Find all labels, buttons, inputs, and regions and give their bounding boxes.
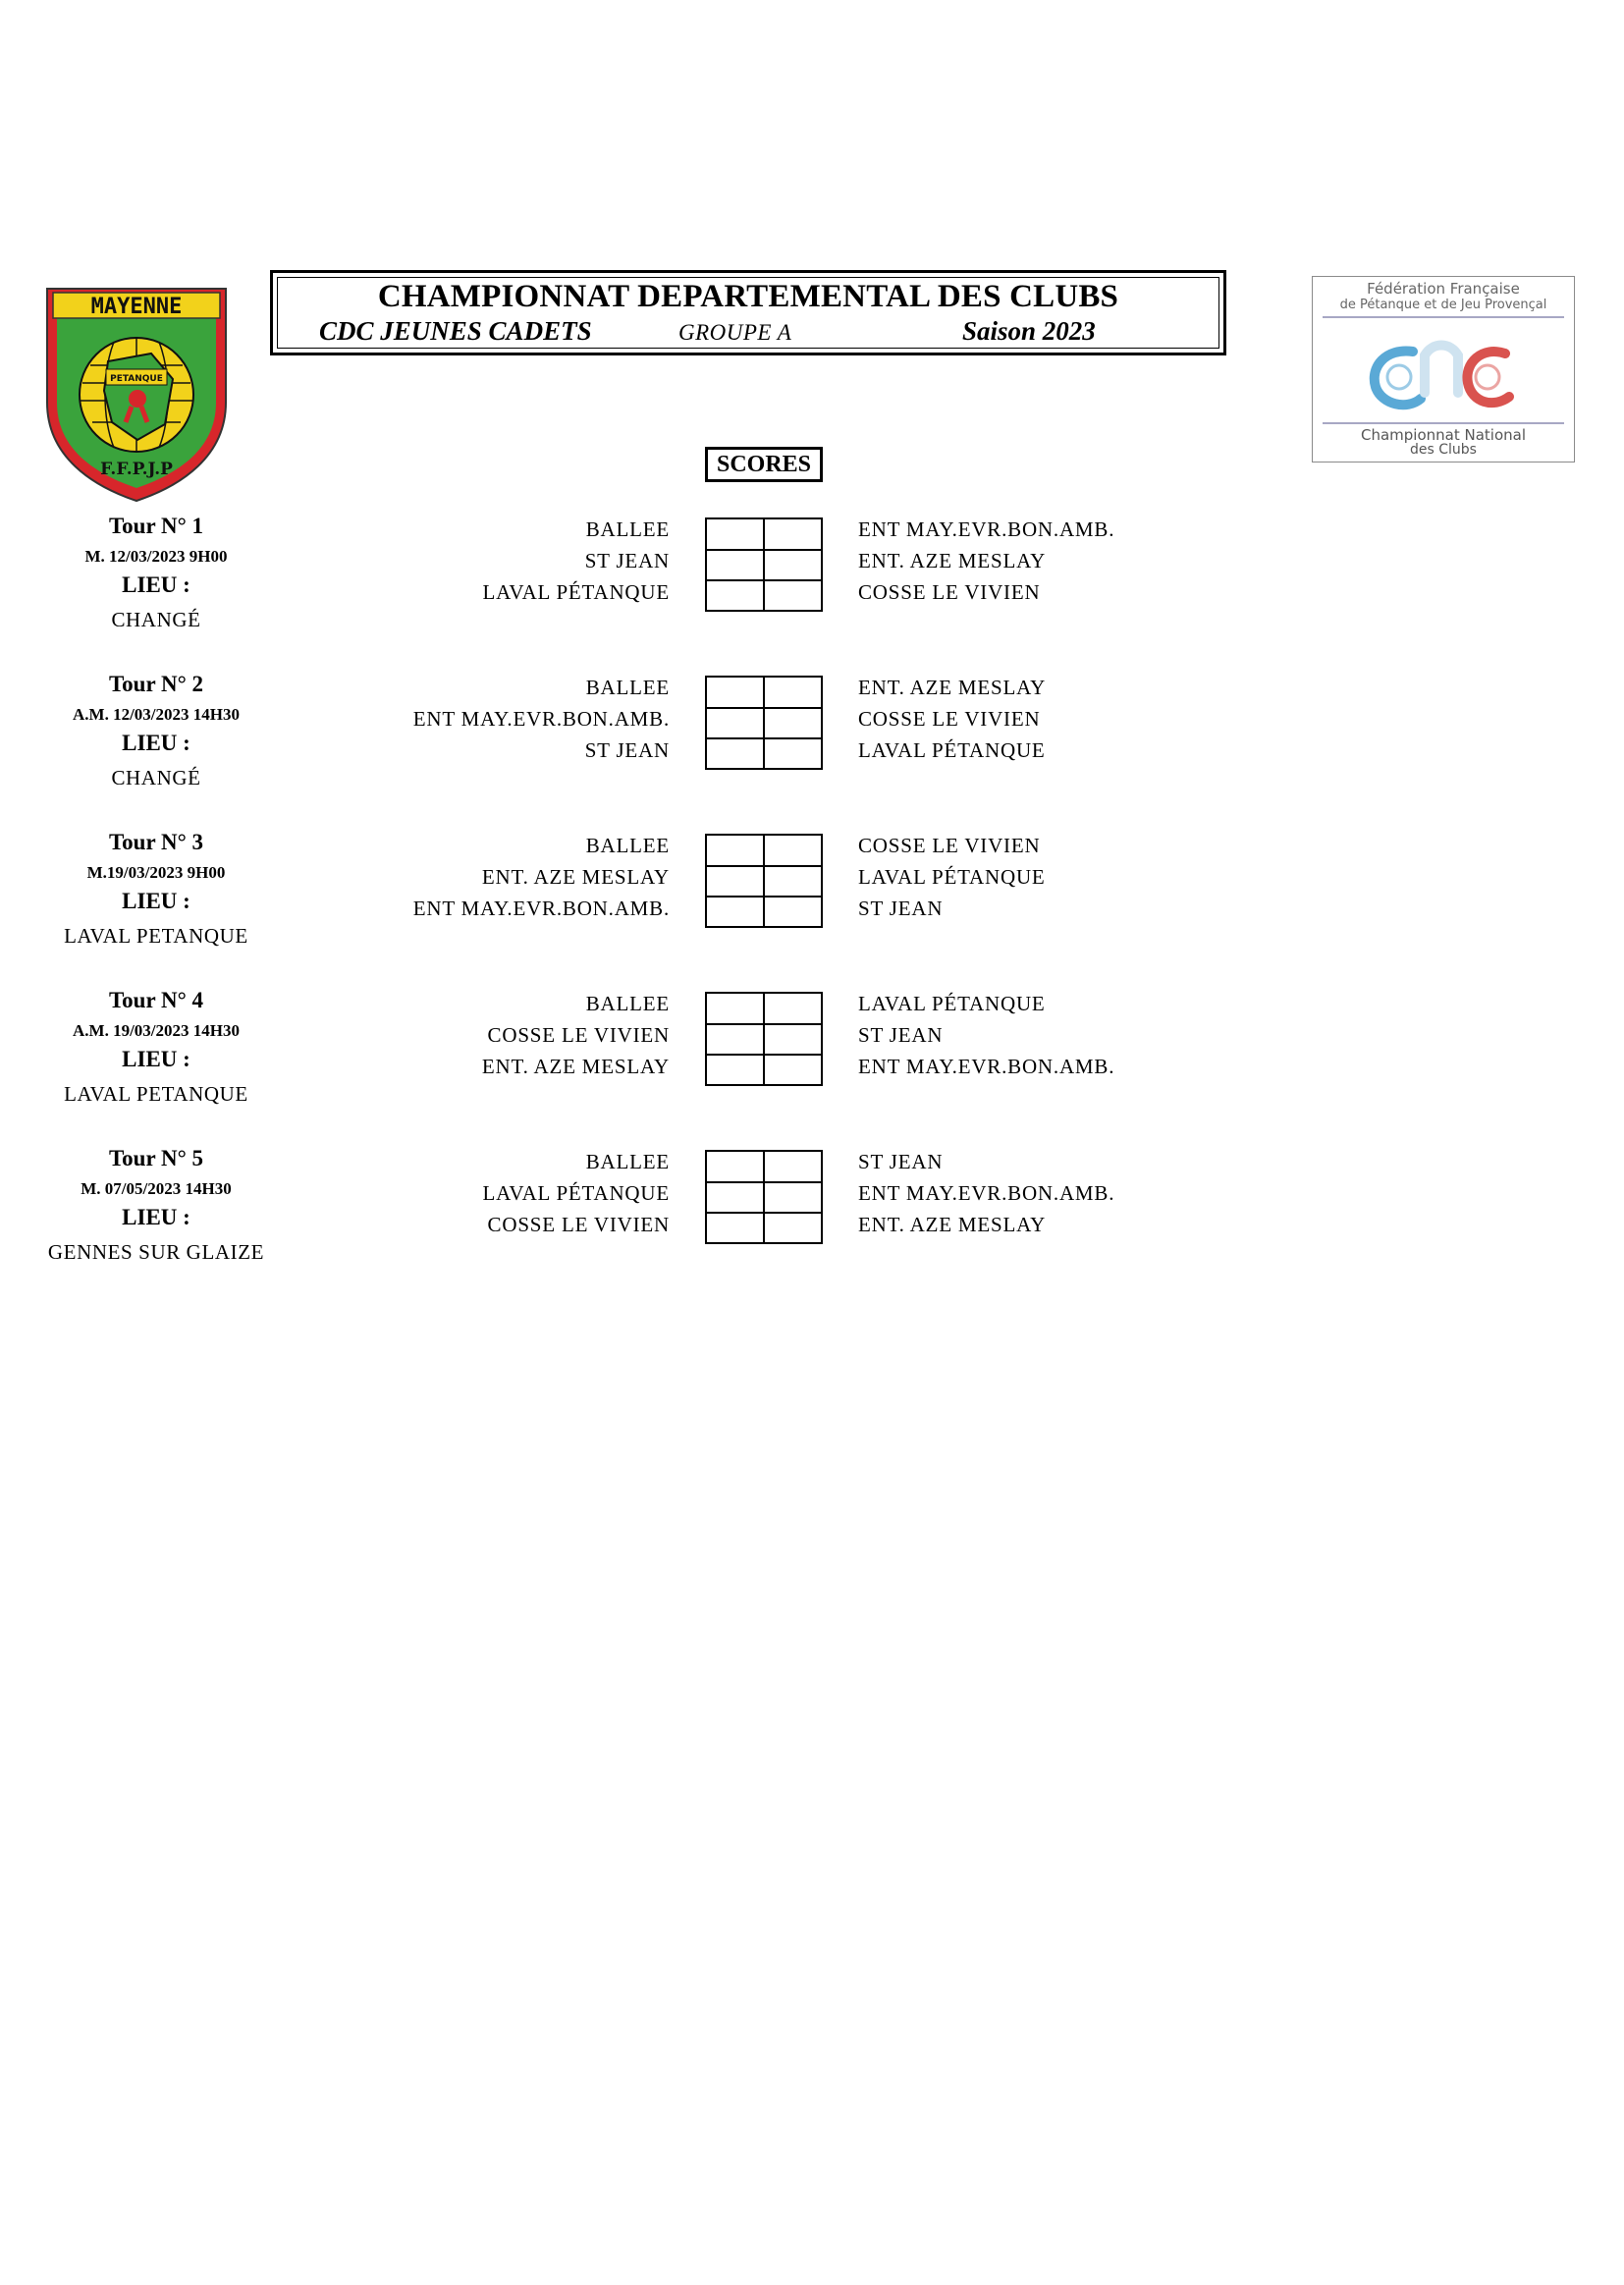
away-team: ENT MAY.EVR.BON.AMB. <box>858 1181 1115 1205</box>
score-grid-divider <box>763 678 765 768</box>
round-lieu-label: LIEU : <box>122 731 190 755</box>
ffpjp-cnc-logo <box>1312 276 1575 462</box>
mayenne-logo <box>43 285 230 503</box>
away-team: ENT. AZE MESLAY <box>858 549 1047 572</box>
round-place: GENNES SUR GLAIZE <box>47 1240 265 1264</box>
away-team: ENT. AZE MESLAY <box>858 676 1047 699</box>
home-team: BALLEE <box>585 992 670 1015</box>
round-title: Tour N° 2 <box>108 672 204 696</box>
round-4 <box>0 988 1624 1125</box>
logo-divider-bottom <box>1323 422 1564 424</box>
round-title: Tour N° 3 <box>108 830 204 854</box>
home-team: ENT MAY.EVR.BON.AMB. <box>412 897 670 920</box>
logo-badge-text: PETANQUE <box>110 374 163 384</box>
cnc-mark-icon <box>1356 322 1533 420</box>
score-grid-divider <box>707 896 821 898</box>
home-team: LAVAL PÉTANQUE <box>482 580 670 604</box>
score-grid-divider <box>707 865 821 867</box>
score-grid-divider <box>763 994 765 1084</box>
score-grid-divider <box>707 1054 821 1056</box>
round-3 <box>0 830 1624 967</box>
group-label: GROUPE A <box>678 320 792 345</box>
away-team: ST JEAN <box>858 1023 944 1047</box>
round-date: M.19/03/2023 9H00 <box>86 863 226 882</box>
logo-banner-text: MAYENNE <box>90 295 183 319</box>
home-team: COSSE LE VIVIEN <box>487 1023 670 1047</box>
home-teams <box>295 514 670 608</box>
away-team: ENT MAY.EVR.BON.AMB. <box>858 517 1115 541</box>
round-lieu-label: LIEU : <box>122 1205 190 1229</box>
home-teams <box>295 672 670 766</box>
home-team: BALLEE <box>585 676 670 699</box>
away-team: ENT MAY.EVR.BON.AMB. <box>858 1055 1115 1078</box>
logo-divider-top <box>1323 316 1564 318</box>
score-grid[interactable] <box>705 992 823 1086</box>
home-teams <box>295 830 670 924</box>
home-team: ENT MAY.EVR.BON.AMB. <box>412 707 670 731</box>
cnc-name-line2: des Clubs <box>1410 442 1477 458</box>
home-team: LAVAL PÉTANQUE <box>482 1181 670 1205</box>
round-date: A.M. 19/03/2023 14H30 <box>73 1021 240 1040</box>
away-teams <box>858 988 1349 1082</box>
federation-name-line2: de Pétanque et de Jeu Provençal <box>1339 298 1547 312</box>
home-team: BALLEE <box>585 1150 670 1173</box>
round-title: Tour N° 1 <box>108 514 204 538</box>
page-subtitle: CDC JEUNES CADETS <box>319 316 592 346</box>
round-5 <box>0 1146 1624 1283</box>
away-team: COSSE LE VIVIEN <box>858 707 1041 731</box>
score-grid-divider <box>707 579 821 581</box>
round-lieu-label: LIEU : <box>122 889 190 913</box>
home-team: BALLEE <box>585 517 670 541</box>
away-team: COSSE LE VIVIEN <box>858 580 1041 604</box>
home-teams <box>295 1146 670 1240</box>
round-lieu-label: LIEU : <box>122 572 190 597</box>
score-grid-divider <box>707 549 821 551</box>
score-grid[interactable] <box>705 676 823 770</box>
round-place: CHANGÉ <box>111 766 201 789</box>
round-date: M. 12/03/2023 9H00 <box>84 547 228 566</box>
score-grid-divider <box>707 1181 821 1183</box>
season-label: Saison 2023 <box>962 316 1096 346</box>
cnc-name-line1: Championnat National <box>1360 426 1526 444</box>
score-grid-divider <box>763 519 765 610</box>
away-team: LAVAL PÉTANQUE <box>858 865 1046 889</box>
away-teams <box>858 830 1349 924</box>
round-date: M. 07/05/2023 14H30 <box>81 1179 232 1198</box>
round-place: LAVAL PETANQUE <box>64 924 248 948</box>
away-teams <box>858 514 1349 608</box>
round-1 <box>0 514 1624 651</box>
round-place: CHANGÉ <box>111 608 201 631</box>
home-team: ENT. AZE MESLAY <box>481 865 670 889</box>
page-title: CHAMPIONNAT DEPARTEMENTAL DES CLUBS <box>377 279 1119 314</box>
round-lieu-label: LIEU : <box>122 1047 190 1071</box>
away-team: ST JEAN <box>858 1150 944 1173</box>
away-team: LAVAL PÉTANQUE <box>858 738 1046 762</box>
round-date: A.M. 12/03/2023 14H30 <box>73 705 240 724</box>
score-grid-divider <box>707 707 821 709</box>
home-team: ENT. AZE MESLAY <box>481 1055 670 1078</box>
score-grid-divider <box>707 1212 821 1214</box>
away-teams <box>858 1146 1349 1240</box>
round-place: LAVAL PETANQUE <box>64 1082 248 1106</box>
score-grid[interactable] <box>705 834 823 928</box>
score-grid-divider <box>763 836 765 926</box>
away-team: COSSE LE VIVIEN <box>858 834 1041 857</box>
title-box <box>270 270 1226 355</box>
scores-label: SCORES <box>705 447 823 482</box>
away-team: ST JEAN <box>858 897 944 920</box>
away-team: LAVAL PÉTANQUE <box>858 992 1046 1015</box>
logo-initials: F.F.P.J.P <box>100 460 173 479</box>
score-grid[interactable] <box>705 517 823 612</box>
home-team: BALLEE <box>585 834 670 857</box>
round-2 <box>0 672 1624 809</box>
home-team: COSSE LE VIVIEN <box>487 1213 670 1236</box>
round-title: Tour N° 5 <box>108 1146 204 1170</box>
score-grid-divider <box>707 1023 821 1025</box>
home-teams <box>295 988 670 1082</box>
score-grid-divider <box>763 1152 765 1242</box>
home-team: ST JEAN <box>584 549 670 572</box>
away-teams <box>858 672 1349 766</box>
home-team: ST JEAN <box>584 738 670 762</box>
score-grid[interactable] <box>705 1150 823 1244</box>
score-grid-divider <box>707 737 821 739</box>
round-title: Tour N° 4 <box>108 988 204 1012</box>
federation-name-line1: Fédération Française <box>1367 280 1520 298</box>
away-team: ENT. AZE MESLAY <box>858 1213 1047 1236</box>
